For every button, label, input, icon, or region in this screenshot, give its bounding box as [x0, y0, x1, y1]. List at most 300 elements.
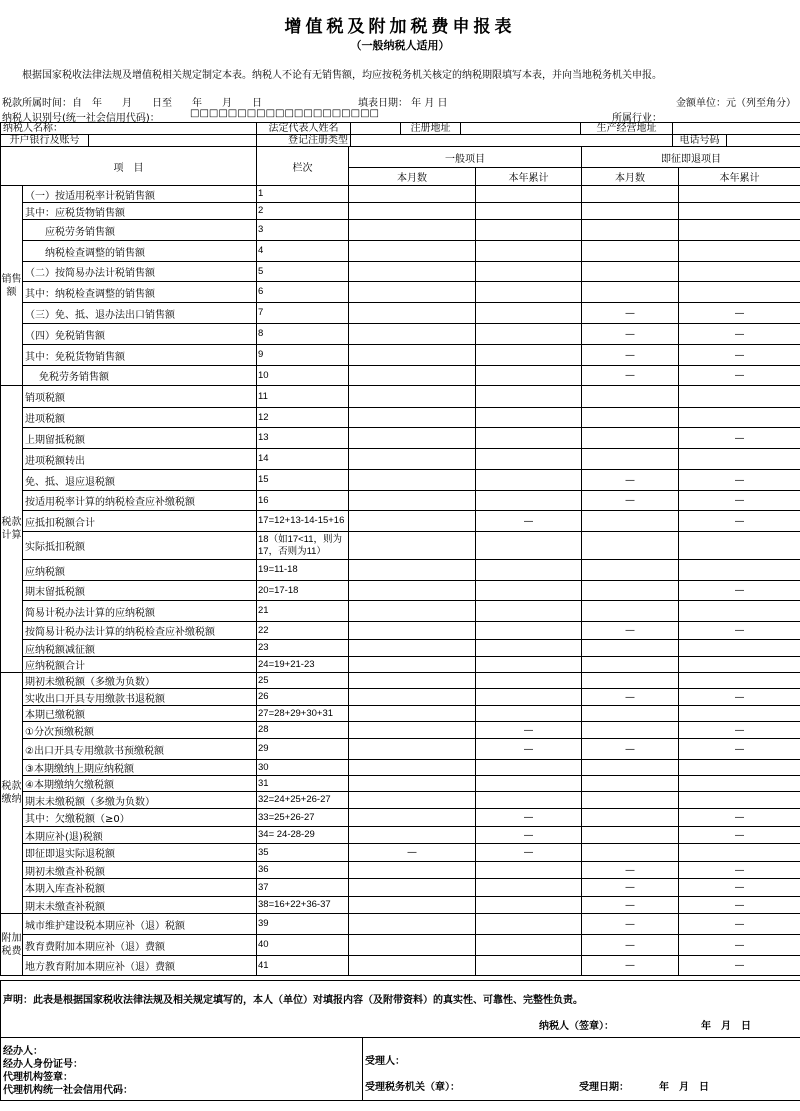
- row-code: 6: [257, 282, 349, 303]
- cell-immediate-month[interactable]: [582, 792, 679, 809]
- cell-general-month[interactable]: [349, 345, 476, 366]
- cell-immediate-month[interactable]: [582, 776, 679, 792]
- cell-immediate-year: —: [679, 324, 800, 345]
- phone-label: 电话号码: [673, 135, 727, 147]
- cell-immediate-month: —: [582, 879, 679, 897]
- cell-immediate-year[interactable]: [679, 220, 800, 241]
- cell-immediate-month: —: [582, 470, 679, 491]
- bank-label: 开户银行及账号: [1, 135, 89, 147]
- cell-general-year[interactable]: [476, 792, 582, 809]
- cell-general-month[interactable]: [349, 879, 476, 897]
- cell-immediate-year[interactable]: [679, 262, 800, 282]
- cell-immediate-month: —: [582, 862, 679, 879]
- cell-general-year[interactable]: [476, 220, 582, 241]
- row-item-label: （三）免、抵、退办法出口销售额: [23, 303, 257, 324]
- header-immediate-month: 本月数: [582, 168, 679, 186]
- cell-general-year[interactable]: [476, 935, 582, 956]
- row-item-label: 教育费附加本期应补（退）费额: [23, 935, 257, 956]
- cell-general-month[interactable]: [349, 511, 476, 532]
- row-code: 27=28+29+30+31: [257, 706, 349, 722]
- table-row: [1, 366, 800, 386]
- row-item-label: 应纳税额减征额: [23, 640, 257, 657]
- row-item-label: 免税劳务销售额: [23, 366, 257, 386]
- table-row: [1, 956, 800, 976]
- cell-immediate-month[interactable]: [582, 511, 679, 532]
- cell-general-year[interactable]: [476, 956, 582, 976]
- table-row: [1, 345, 800, 366]
- cell-general-year[interactable]: [476, 386, 582, 408]
- table-row: [1, 706, 800, 722]
- cell-general-year[interactable]: [476, 324, 582, 345]
- cell-immediate-year[interactable]: [679, 760, 800, 776]
- cell-general-year[interactable]: [476, 491, 582, 511]
- table-row: [1, 511, 800, 532]
- cell-immediate-year: —: [679, 581, 800, 601]
- cell-general-month[interactable]: [349, 897, 476, 914]
- cell-general-month[interactable]: [349, 956, 476, 976]
- table-row: [1, 862, 800, 879]
- row-item-label: 本期入库查补税额: [23, 879, 257, 897]
- cell-general-month[interactable]: [349, 914, 476, 935]
- row-code: 15: [257, 470, 349, 491]
- reg-address-input[interactable]: [461, 123, 581, 135]
- industry-label: 所属行业：: [612, 113, 662, 124]
- cell-general-year[interactable]: [476, 897, 582, 914]
- row-item-label: 期末留抵税额: [23, 581, 257, 601]
- row-item-label: 期末未缴查补税额: [23, 897, 257, 914]
- cell-immediate-year[interactable]: [679, 844, 800, 862]
- cell-immediate-year[interactable]: [679, 282, 800, 303]
- row-item-label: 纳税检查调整的销售额: [23, 241, 257, 262]
- header-general-year: 本年累计: [476, 168, 582, 186]
- cell-general-month[interactable]: [349, 408, 476, 428]
- cell-immediate-year[interactable]: [679, 386, 800, 408]
- row-code: 4: [257, 241, 349, 262]
- cell-immediate-month: —: [582, 345, 679, 366]
- table-row: [1, 809, 800, 827]
- cell-general-month[interactable]: [349, 827, 476, 844]
- row-code: 37: [257, 879, 349, 897]
- cell-general-month[interactable]: [349, 470, 476, 491]
- cell-general-year[interactable]: [476, 262, 582, 282]
- cell-immediate-year[interactable]: [679, 657, 800, 673]
- cell-general-year[interactable]: [476, 366, 582, 386]
- cell-general-year[interactable]: [476, 470, 582, 491]
- cell-immediate-year[interactable]: [679, 640, 800, 657]
- row-code: 25: [257, 673, 349, 689]
- cell-general-month[interactable]: [349, 366, 476, 386]
- cell-general-year[interactable]: [476, 241, 582, 262]
- section-label: 税款缴纳: [1, 673, 23, 914]
- table-row: [1, 532, 800, 560]
- cell-immediate-month: —: [582, 935, 679, 956]
- agent[interactable]: 经办人：: [3, 1046, 43, 1057]
- cell-general-month[interactable]: [349, 601, 476, 622]
- taxpayer-info-table: [0, 122, 800, 147]
- table-row: [1, 640, 800, 657]
- cell-immediate-year: —: [679, 827, 800, 844]
- cell-general-month[interactable]: [349, 776, 476, 792]
- cell-general-month[interactable]: [349, 449, 476, 470]
- row-item-label: 城市维护建设税本期应补（退）税额: [23, 914, 257, 935]
- row-code: 17=12+13-14-15+16: [257, 511, 349, 532]
- row-code: 39: [257, 914, 349, 935]
- cell-immediate-month: —: [582, 739, 679, 760]
- cell-immediate-month[interactable]: [582, 706, 679, 722]
- taxpayer-sign[interactable]: 纳税人（签章）：: [539, 1021, 614, 1032]
- cell-immediate-year: —: [679, 809, 800, 827]
- cell-immediate-year[interactable]: [679, 706, 800, 722]
- row-code: 5: [257, 262, 349, 282]
- cell-general-year[interactable]: [476, 689, 582, 706]
- table-row: [1, 776, 800, 792]
- footer-table: [0, 980, 800, 1101]
- fill-date[interactable]: 填表日期： 年 月 日: [358, 98, 448, 109]
- cell-immediate-year[interactable]: [679, 601, 800, 622]
- cell-general-year[interactable]: [476, 449, 582, 470]
- table-row: [1, 760, 800, 776]
- table-row: [1, 560, 800, 581]
- cell-general-month[interactable]: [349, 262, 476, 282]
- cell-general-month[interactable]: [349, 532, 476, 560]
- row-code: 18（如17<11，则为17，否则为11）: [257, 532, 349, 560]
- phone-input[interactable]: [727, 135, 800, 147]
- table-row: [1, 324, 800, 345]
- declaration-text: 声明：此表是根据国家税收法律法规及相关规定填写的，本人（单位）对填报内容（及附带资料）的真实性、可靠性、完整性负责。: [3, 995, 583, 1006]
- receive-date-label: 受理日期：: [579, 1082, 629, 1093]
- table-row: [1, 844, 800, 862]
- cell-general-month[interactable]: [349, 722, 476, 739]
- row-item-label: 本期已缴税额: [23, 706, 257, 722]
- row-item-label: 即征即退实际退税额: [23, 844, 257, 862]
- biz-address-input[interactable]: [673, 123, 800, 135]
- cell-general-month[interactable]: [349, 203, 476, 220]
- table-row: [1, 914, 800, 935]
- row-item-label: ③本期缴纳上期应纳税额: [23, 760, 257, 776]
- header-general: 一般项目: [349, 147, 582, 168]
- row-item-label: 其中：纳税检查调整的销售额: [23, 282, 257, 303]
- row-code: 19=11-18: [257, 560, 349, 581]
- cell-general-month[interactable]: [349, 282, 476, 303]
- row-item-label: 期初未缴查补税额: [23, 862, 257, 879]
- cell-general-year[interactable]: [476, 408, 582, 428]
- biz-address-label: 生产经营地址: [581, 123, 673, 135]
- taxpayer-sign-date[interactable]: 年 月 日: [701, 1021, 751, 1032]
- cell-general-month[interactable]: [349, 739, 476, 760]
- form-title: 增值税及附加税费申报表: [284, 17, 516, 37]
- cell-general-year[interactable]: [476, 657, 582, 673]
- cell-general-year[interactable]: [476, 601, 582, 622]
- cell-immediate-month[interactable]: [582, 722, 679, 739]
- header-code: 栏次: [257, 147, 349, 186]
- row-code: 7: [257, 303, 349, 324]
- cell-immediate-month: —: [582, 324, 679, 345]
- table-row: [1, 408, 800, 428]
- row-code: 8: [257, 324, 349, 345]
- cell-immediate-year: —: [679, 862, 800, 879]
- cell-general-year[interactable]: [476, 706, 582, 722]
- cell-immediate-year[interactable]: [679, 186, 800, 203]
- cell-general-year: —: [476, 844, 582, 862]
- cell-immediate-year: —: [679, 622, 800, 640]
- row-item-label: （二）按简易办法计税销售额: [23, 262, 257, 282]
- cell-immediate-year: —: [679, 897, 800, 914]
- declaration-table: [0, 146, 800, 976]
- table-row: [1, 622, 800, 640]
- table-row: [1, 673, 800, 689]
- cell-immediate-month[interactable]: [582, 673, 679, 689]
- row-item-label: 实际抵扣税额: [23, 532, 257, 560]
- row-item-label: 其中：免税货物销售额: [23, 345, 257, 366]
- cell-general-month[interactable]: [349, 386, 476, 408]
- cell-immediate-month[interactable]: [582, 262, 679, 282]
- cell-general-month[interactable]: [349, 760, 476, 776]
- taxpayer-id-label: 纳税人识别号(统一社会信用代码)：: [2, 113, 160, 124]
- row-code: 32=24+25+26-27: [257, 792, 349, 809]
- cell-general-year[interactable]: [476, 560, 582, 581]
- row-item-label: ②出口开具专用缴款书预缴税额: [23, 739, 257, 760]
- cell-general-month[interactable]: [349, 491, 476, 511]
- cell-general-year[interactable]: [476, 622, 582, 640]
- cell-immediate-year: —: [679, 689, 800, 706]
- cell-general-month[interactable]: [349, 640, 476, 657]
- cell-immediate-month: —: [582, 491, 679, 511]
- agent-id[interactable]: 经办人身份证号：: [3, 1059, 83, 1070]
- cell-immediate-year[interactable]: [679, 792, 800, 809]
- cell-general-year[interactable]: [476, 760, 582, 776]
- tax-period[interactable]: 税款所属时间：自 年 月 日至 年 月 日: [2, 98, 262, 109]
- cell-general-month: —: [349, 844, 476, 862]
- cell-immediate-year: —: [679, 914, 800, 935]
- row-code: 41: [257, 956, 349, 976]
- cell-general-year[interactable]: [476, 282, 582, 303]
- cell-general-month[interactable]: [349, 809, 476, 827]
- legal-rep-label: 法定代表人姓名: [257, 123, 351, 135]
- reg-address-label: 注册地址: [401, 123, 461, 135]
- cell-general-year[interactable]: [476, 203, 582, 220]
- cell-immediate-year[interactable]: [679, 408, 800, 428]
- cell-general-year: —: [476, 511, 582, 532]
- row-item-label: 应抵扣税额合计: [23, 511, 257, 532]
- cell-immediate-year[interactable]: [679, 532, 800, 560]
- cell-general-month[interactable]: [349, 428, 476, 449]
- row-item-label: ④本期缴纳欠缴税额: [23, 776, 257, 792]
- cell-immediate-month[interactable]: [582, 449, 679, 470]
- cell-general-year: —: [476, 739, 582, 760]
- row-code: 22: [257, 622, 349, 640]
- header-immediate-year: 本年累计: [679, 168, 800, 186]
- table-row: [1, 792, 800, 809]
- row-item-label: 地方教育附加本期应补（退）费额: [23, 956, 257, 976]
- row-code: 20=17-18: [257, 581, 349, 601]
- cell-immediate-month: —: [582, 897, 679, 914]
- agency-seal[interactable]: 代理机构签章：: [3, 1072, 73, 1083]
- cell-immediate-year[interactable]: [679, 449, 800, 470]
- row-code: 13: [257, 428, 349, 449]
- cell-immediate-month[interactable]: [582, 203, 679, 220]
- cell-immediate-month[interactable]: [582, 386, 679, 408]
- agency-code[interactable]: 代理机构统一社会信用代码：: [3, 1085, 133, 1096]
- cell-general-month[interactable]: [349, 303, 476, 324]
- cell-general-month[interactable]: [349, 581, 476, 601]
- row-code: 28: [257, 722, 349, 739]
- table-row: [1, 470, 800, 491]
- cell-general-month[interactable]: [349, 935, 476, 956]
- cell-general-year[interactable]: [476, 776, 582, 792]
- cell-general-year: —: [476, 722, 582, 739]
- cell-immediate-year: —: [679, 366, 800, 386]
- cell-general-year[interactable]: [476, 186, 582, 203]
- cell-immediate-month: —: [582, 366, 679, 386]
- row-item-label: （四）免税销售额: [23, 324, 257, 345]
- cell-immediate-year: —: [679, 470, 800, 491]
- cell-immediate-year[interactable]: [679, 203, 800, 220]
- table-row: [1, 657, 800, 673]
- row-item-label: ①分次预缴税额: [23, 722, 257, 739]
- row-code: 23: [257, 640, 349, 657]
- taxpayer-name-field[interactable]: 纳税人名称：: [1, 123, 257, 135]
- row-item-label: 应纳税额合计: [23, 657, 257, 673]
- reg-type-label: 登记注册类型: [257, 135, 351, 147]
- table-row: [1, 491, 800, 511]
- cell-immediate-year[interactable]: [679, 241, 800, 262]
- cell-general-year[interactable]: [476, 640, 582, 657]
- cell-general-year[interactable]: [476, 673, 582, 689]
- cell-immediate-year[interactable]: [679, 673, 800, 689]
- cell-general-month[interactable]: [349, 862, 476, 879]
- row-item-label: 按适用税率计算的纳税检查应补缴税额: [23, 491, 257, 511]
- receive-date[interactable]: 年 月 日: [659, 1082, 709, 1093]
- row-code: 31: [257, 776, 349, 792]
- cell-immediate-month[interactable]: [582, 408, 679, 428]
- cell-immediate-month: —: [582, 622, 679, 640]
- table-row: [1, 935, 800, 956]
- cell-general-year: —: [476, 827, 582, 844]
- cell-immediate-month[interactable]: [582, 220, 679, 241]
- cell-immediate-year[interactable]: [679, 776, 800, 792]
- table-row: [1, 827, 800, 844]
- table-row: [1, 303, 800, 324]
- cell-general-year[interactable]: [476, 428, 582, 449]
- cell-immediate-month[interactable]: [582, 186, 679, 203]
- cell-immediate-year: —: [679, 879, 800, 897]
- row-code: 2: [257, 203, 349, 220]
- row-code: 36: [257, 862, 349, 879]
- cell-general-year[interactable]: [476, 532, 582, 560]
- row-item-label: 简易计税办法计算的应纳税额: [23, 601, 257, 622]
- cell-immediate-year: —: [679, 491, 800, 511]
- taxpayer-id-input[interactable]: □□□□□□□□□□□□□□□□□□□□: [190, 108, 379, 119]
- cell-immediate-month[interactable]: [582, 428, 679, 449]
- cell-general-year[interactable]: [476, 879, 582, 897]
- header-immediate: 即征即退项目: [582, 147, 800, 168]
- cell-immediate-month[interactable]: [582, 560, 679, 581]
- receiver[interactable]: 受理人：: [365, 1056, 405, 1067]
- table-row: [1, 689, 800, 706]
- row-code: 1: [257, 186, 349, 203]
- cell-general-month[interactable]: [349, 792, 476, 809]
- cell-immediate-month: —: [582, 303, 679, 324]
- cell-immediate-month[interactable]: [582, 532, 679, 560]
- row-code: 33=25+26-27: [257, 809, 349, 827]
- cell-general-month[interactable]: [349, 689, 476, 706]
- bank-input[interactable]: [89, 135, 257, 147]
- row-item-label: 免、抵、退应退税额: [23, 470, 257, 491]
- cell-immediate-month[interactable]: [582, 657, 679, 673]
- row-item-label: 应纳税额: [23, 560, 257, 581]
- table-row: [1, 601, 800, 622]
- cell-general-year[interactable]: [476, 303, 582, 324]
- table-row: [1, 897, 800, 914]
- row-item-label: 销项税额: [23, 386, 257, 408]
- cell-immediate-month: —: [582, 956, 679, 976]
- receiving-office[interactable]: 受理税务机关（章）：: [365, 1082, 460, 1093]
- cell-immediate-year[interactable]: [679, 560, 800, 581]
- cell-immediate-year: —: [679, 739, 800, 760]
- cell-general-month[interactable]: [349, 622, 476, 640]
- reg-type-input[interactable]: [351, 135, 673, 147]
- cell-immediate-month[interactable]: [582, 601, 679, 622]
- row-code: 16: [257, 491, 349, 511]
- cell-general-month[interactable]: [349, 220, 476, 241]
- cell-immediate-month[interactable]: [582, 809, 679, 827]
- cell-immediate-year: —: [679, 428, 800, 449]
- table-row: [1, 581, 800, 601]
- cell-general-month[interactable]: [349, 186, 476, 203]
- cell-immediate-month[interactable]: [582, 241, 679, 262]
- row-code: 40: [257, 935, 349, 956]
- cell-immediate-month[interactable]: [582, 760, 679, 776]
- cell-general-year: —: [476, 809, 582, 827]
- section-label: 税款计算: [1, 386, 23, 673]
- cell-immediate-year: —: [679, 345, 800, 366]
- cell-general-year[interactable]: [476, 914, 582, 935]
- table-row: [1, 203, 800, 220]
- cell-general-month[interactable]: [349, 324, 476, 345]
- cell-general-month[interactable]: [349, 673, 476, 689]
- cell-general-month[interactable]: [349, 706, 476, 722]
- cell-general-year[interactable]: [476, 862, 582, 879]
- cell-general-month[interactable]: [349, 657, 476, 673]
- table-row: [1, 186, 800, 203]
- cell-immediate-month[interactable]: [582, 581, 679, 601]
- cell-immediate-month[interactable]: [582, 844, 679, 862]
- row-item-label: 其中：应税货物销售额: [23, 203, 257, 220]
- table-row: [1, 449, 800, 470]
- cell-general-month[interactable]: [349, 241, 476, 262]
- cell-immediate-month[interactable]: [582, 282, 679, 303]
- table-row: [1, 386, 800, 408]
- row-code: 3: [257, 220, 349, 241]
- row-item-label: 实收出口开具专用缴款书退税额: [23, 689, 257, 706]
- row-item-label: （一）按适用税率计税销售额: [23, 186, 257, 203]
- cell-general-year[interactable]: [476, 581, 582, 601]
- table-row: [1, 739, 800, 760]
- cell-immediate-month[interactable]: [582, 640, 679, 657]
- row-code: 38=16+22+36-37: [257, 897, 349, 914]
- header-item: 项 目: [1, 147, 257, 186]
- row-item-label: 其中：欠缴税额（≥0）: [23, 809, 257, 827]
- table-row: [1, 722, 800, 739]
- cell-general-year[interactable]: [476, 345, 582, 366]
- row-item-label: 本期应补(退)税额: [23, 827, 257, 844]
- row-item-label: 期末未缴税额（多缴为负数）: [23, 792, 257, 809]
- cell-immediate-month[interactable]: [582, 827, 679, 844]
- row-item-label: 进项税额转出: [23, 449, 257, 470]
- table-row: [1, 879, 800, 897]
- cell-general-month[interactable]: [349, 560, 476, 581]
- legal-rep-input[interactable]: [351, 123, 401, 135]
